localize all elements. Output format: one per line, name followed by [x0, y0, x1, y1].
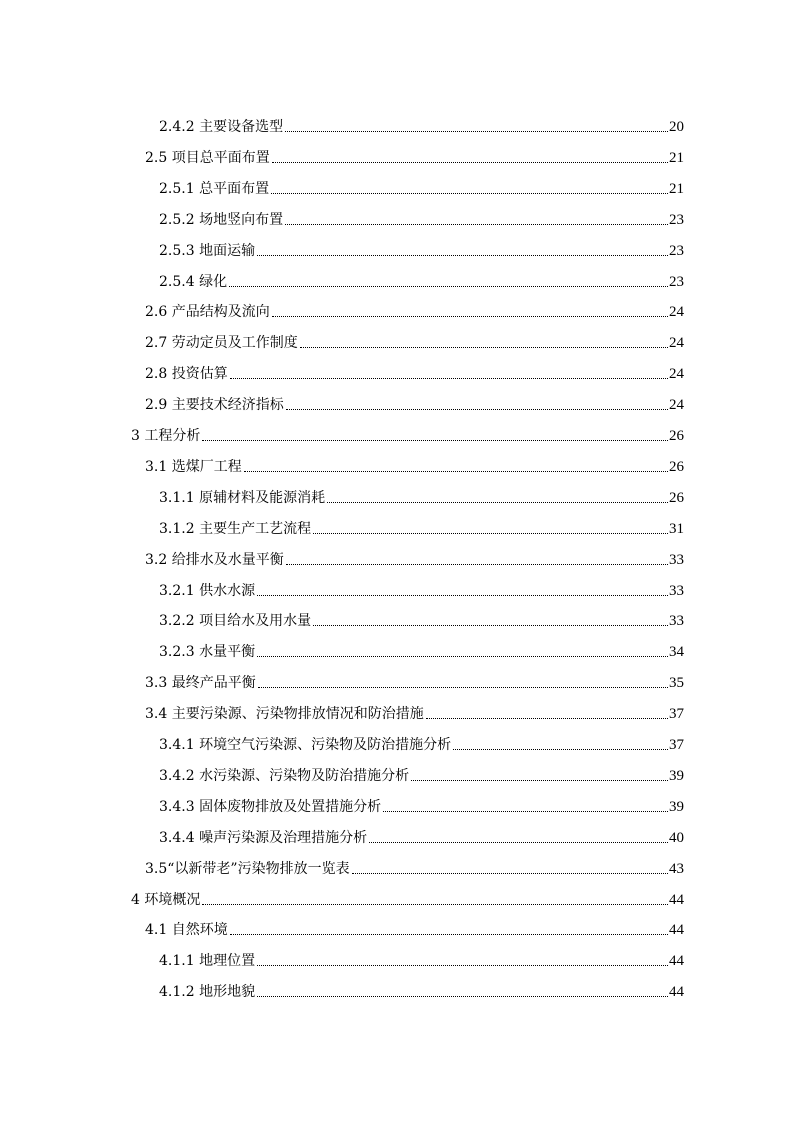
toc-entry-page-number: 24 [669, 397, 684, 414]
dot-leader [285, 131, 668, 132]
toc-entry-page-number: 44 [669, 953, 684, 970]
dot-leader [300, 347, 668, 348]
toc-entry-page-number: 44 [669, 891, 684, 908]
toc-entry-page-number: 37 [669, 737, 684, 753]
toc-entry-page-number: 20 [669, 119, 684, 135]
toc-entry-page-number: 35 [669, 675, 684, 692]
toc-entry-title: 3.4.2 水污染源、污染物及防治措施分析 [159, 767, 410, 784]
toc-entry-title: 2.4.2 主要设备选型 [159, 119, 284, 135]
toc-entry[interactable] [159, 578, 684, 600]
toc-entry[interactable] [145, 145, 684, 167]
dot-leader [257, 255, 668, 256]
toc-entry-title: 2.9 主要技术经济指标 [145, 397, 284, 414]
toc-entry[interactable] [159, 516, 684, 538]
dot-leader [313, 625, 668, 626]
toc-entry-page-number: 23 [669, 273, 684, 290]
dot-leader [285, 224, 668, 225]
dot-leader [230, 934, 668, 935]
dot-leader [230, 378, 668, 379]
toc-entry-page-number: 44 [669, 984, 684, 1001]
toc-entry-title: 3.1.1 原辅材料及能源消耗 [159, 489, 326, 506]
toc-entry-page-number: 33 [669, 613, 684, 630]
toc-entry-title: 2.5.3 地面运输 [159, 242, 256, 259]
dot-leader [257, 595, 668, 596]
toc-entry-title: 4.1.1 地理位置 [159, 953, 256, 970]
toc-entry-title: 3.4.4 噪声污染源及治理措施分析 [159, 829, 368, 846]
toc-entry[interactable] [159, 485, 684, 507]
toc-entry-page-number: 24 [669, 304, 684, 321]
toc-entry-page-number: 23 [669, 242, 684, 259]
toc-entry-page-number: 34 [669, 644, 684, 661]
dot-leader [244, 471, 668, 472]
toc-entry-page-number: 26 [669, 458, 684, 475]
toc-entry[interactable] [159, 207, 684, 229]
toc-entry-page-number: 37 [669, 706, 684, 723]
dot-leader [202, 440, 668, 441]
toc-entry[interactable] [145, 856, 684, 878]
dot-leader [369, 842, 668, 843]
toc-entry-page-number: 21 [669, 149, 684, 166]
toc-entry[interactable] [159, 269, 684, 291]
toc-entry-title: 3.2.2 项目给水及用水量 [159, 613, 312, 630]
toc-entry[interactable] [145, 670, 684, 692]
toc-entry-title: 4.1 自然环境 [145, 922, 228, 939]
dot-leader [272, 316, 668, 317]
toc-entry[interactable] [145, 547, 684, 569]
toc-entry-title: 2.8 投资估算 [145, 366, 228, 383]
toc-entry-page-number: 23 [669, 211, 684, 228]
toc-entry-title: 3.4 主要污染源、污染物排放情况和防治措施 [145, 706, 424, 723]
toc-entry[interactable] [159, 794, 684, 816]
toc-entry[interactable] [145, 361, 684, 383]
toc-entry[interactable] [159, 238, 684, 260]
toc-entry-page-number: 31 [669, 520, 684, 537]
toc-entry[interactable] [145, 392, 684, 414]
dot-leader [286, 409, 668, 410]
dot-leader [286, 564, 668, 565]
dot-leader [257, 656, 668, 657]
toc-entry-page-number: 24 [669, 335, 684, 352]
dot-leader [313, 533, 668, 534]
toc-entry-page-number: 39 [669, 798, 684, 815]
toc-entry[interactable] [159, 639, 684, 661]
toc-entry[interactable] [159, 825, 684, 847]
dot-leader [272, 162, 668, 163]
toc-entry-title: 3 工程分析 [131, 428, 201, 444]
toc-entry-title: 3.2.3 水量平衡 [159, 644, 256, 661]
toc-entry-title: 2.5.4 绿化 [159, 273, 228, 290]
toc-entry-title: 4 环境概况 [131, 891, 201, 908]
toc-entry-title: 3.5“以新带老”污染物排放一览表 [145, 860, 350, 877]
toc-entry[interactable] [145, 917, 684, 939]
dot-leader [352, 873, 668, 874]
toc-entry-title: 2.6 产品结构及流向 [145, 304, 270, 321]
dot-leader [327, 502, 668, 503]
toc-entry-page-number: 40 [669, 829, 684, 846]
toc-entry[interactable] [145, 454, 684, 476]
toc-entry-page-number: 44 [669, 922, 684, 939]
toc-entry[interactable] [159, 114, 684, 136]
toc-entry-page-number: 39 [669, 767, 684, 784]
toc-entry-page-number: 26 [669, 428, 684, 444]
toc-entry-page-number: 43 [669, 860, 684, 877]
toc-entry[interactable] [159, 732, 684, 754]
dot-leader [257, 996, 668, 997]
dot-leader [258, 687, 668, 688]
dot-leader [271, 193, 668, 194]
toc-entry[interactable] [145, 299, 684, 321]
toc-entry-title: 3.1.2 主要生产工艺流程 [159, 520, 312, 537]
toc-entry[interactable] [159, 763, 684, 785]
toc-entry-title: 2.5 项目总平面布置 [145, 149, 270, 166]
toc-entry-title: 3.2.1 供水水源 [159, 582, 256, 599]
toc-entry-title: 2.5.2 场地竖向布置 [159, 211, 284, 228]
dot-leader [383, 811, 668, 812]
toc-entry-title: 3.3 最终产品平衡 [145, 675, 256, 692]
dot-leader [257, 965, 668, 966]
toc-entry-title: 3.4.3 固体废物排放及处置措施分析 [159, 798, 382, 815]
toc-entry-title: 3.1 选煤厂工程 [145, 458, 242, 475]
toc-entry[interactable] [159, 948, 684, 970]
toc-entry-title: 4.1.2 地形地貌 [159, 984, 256, 1001]
toc-entry-title: 2.7 劳动定员及工作制度 [145, 335, 298, 352]
toc-entry[interactable] [145, 701, 684, 723]
toc-entry-page-number: 24 [669, 366, 684, 383]
dot-leader [411, 780, 668, 781]
dot-leader [426, 718, 668, 719]
toc-entry[interactable] [145, 330, 684, 352]
toc-entry[interactable] [159, 979, 684, 1001]
toc-entry[interactable] [131, 423, 684, 445]
toc-entry-page-number: 21 [669, 180, 684, 197]
toc-entry-title: 3.2 给排水及水量平衡 [145, 551, 284, 568]
dot-leader [453, 749, 668, 750]
dot-leader [229, 286, 668, 287]
toc-entry-title: 2.5.1 总平面布置 [159, 180, 270, 197]
toc-entry-page-number: 33 [669, 551, 684, 568]
toc-entry[interactable] [159, 608, 684, 630]
toc-entry-title: 3.4.1 环境空气污染源、污染物及防治措施分析 [159, 737, 452, 753]
toc-entry[interactable] [159, 176, 684, 198]
toc-entry-page-number: 33 [669, 582, 684, 599]
dot-leader [202, 904, 668, 905]
toc-entry-page-number: 26 [669, 489, 684, 506]
toc-entry[interactable] [131, 887, 684, 909]
